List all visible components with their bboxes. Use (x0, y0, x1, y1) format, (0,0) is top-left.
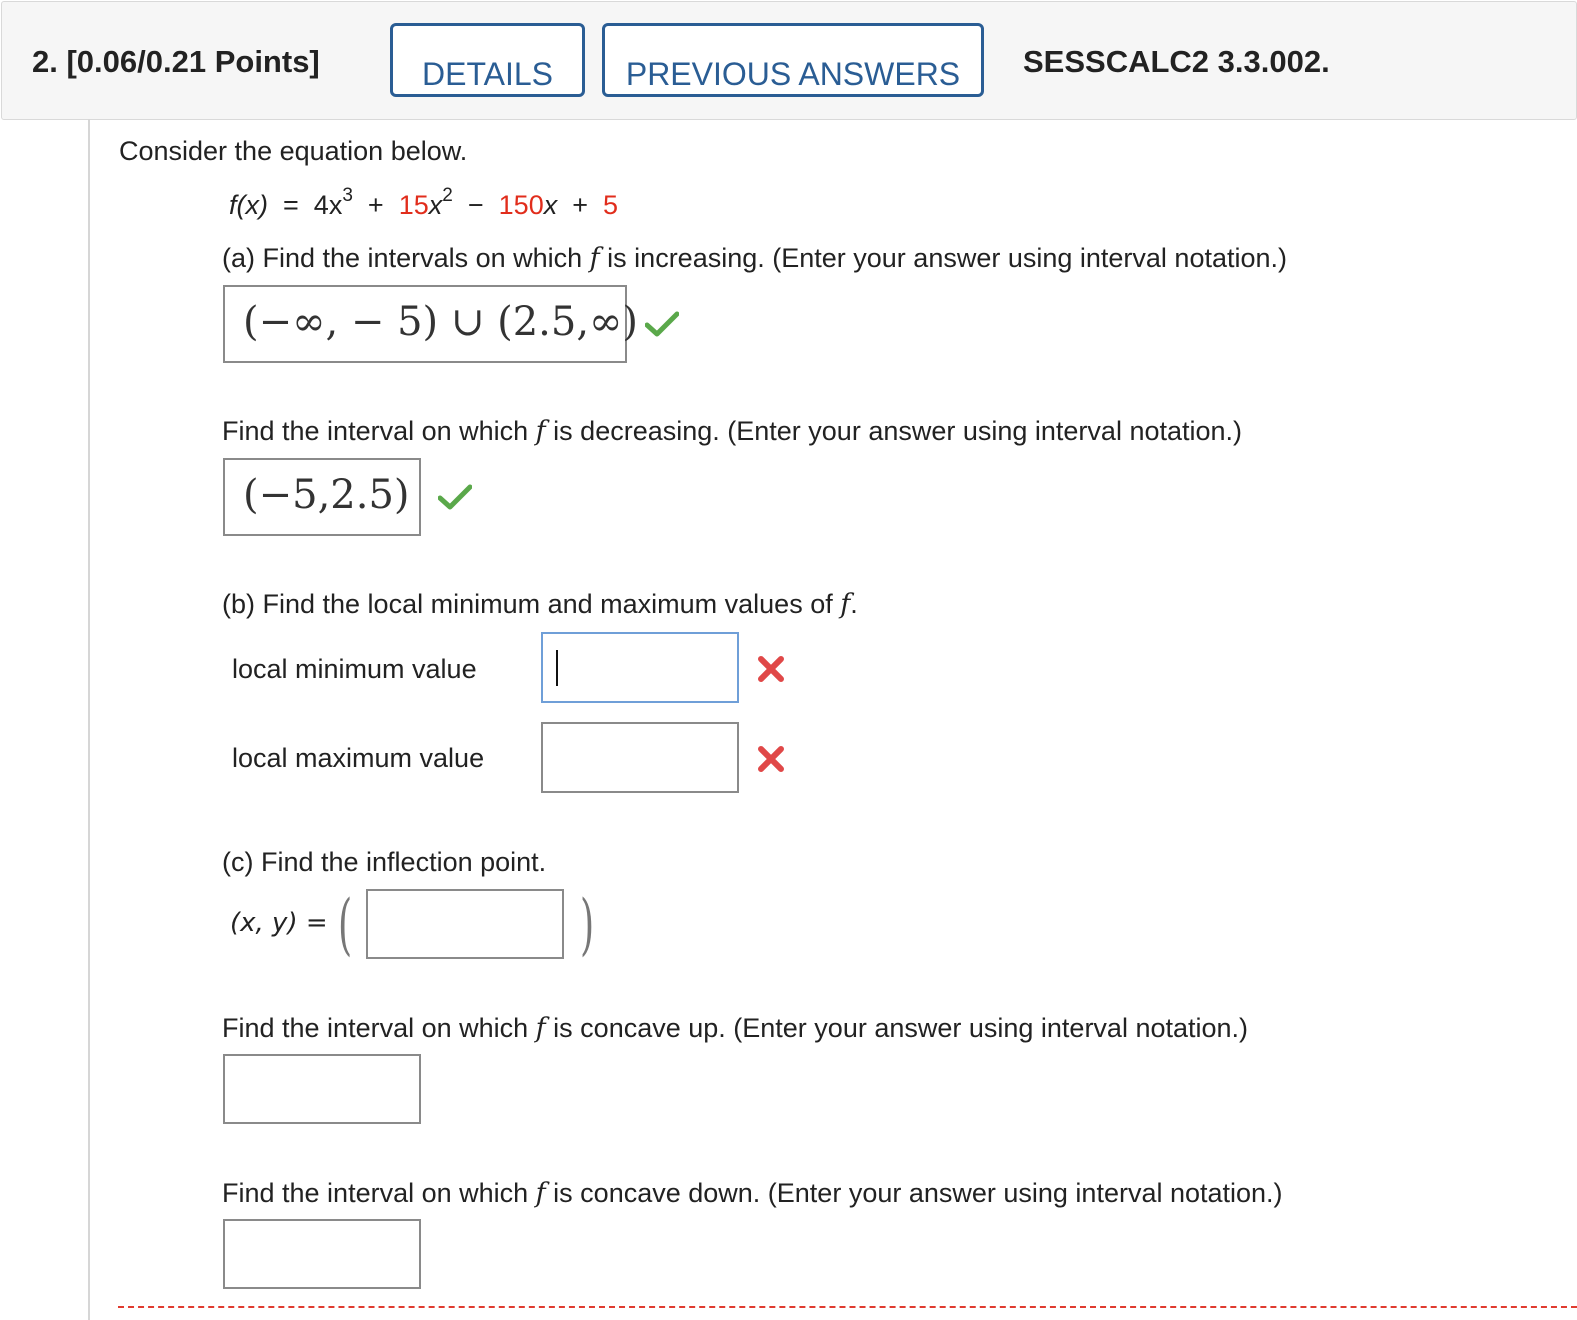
equation-plus-1: + (367, 190, 384, 220)
question-number: 2. (32, 44, 58, 79)
correct-check-icon (645, 311, 679, 337)
equation-term-4-constant: 5 (603, 190, 619, 220)
question-number-and-points (32, 44, 320, 80)
inflection-point-input[interactable] (366, 889, 564, 959)
equation-term-3-coefficient: 150 (498, 190, 544, 220)
equation-term-1: 4x (313, 190, 343, 220)
xy-label: (x, y) = (230, 908, 328, 938)
question-header (1, 1, 1577, 120)
decreasing-prompt-pre: Find the interval on which (222, 416, 536, 446)
details-button[interactable]: DETAILS (390, 23, 585, 97)
incorrect-x-icon (757, 745, 785, 773)
concave-up-prompt-pre: Find the interval on which (222, 1013, 536, 1043)
equation-term-1-exponent: 3 (342, 185, 353, 206)
concave-down-prompt-pre: Find the interval on which (222, 1178, 536, 1208)
equation-term-2-exponent: 2 (442, 185, 453, 206)
decreasing-prompt-post: is decreasing. (Enter your answer using interval notation.) (545, 416, 1243, 446)
equation-term-2-variable: x (428, 190, 443, 220)
equation-term-2-coefficient: 15 (398, 190, 429, 220)
correct-check-icon (438, 484, 472, 510)
part-a-prompt-pre: (a) Find the intervals on which (222, 243, 590, 273)
section-divider (118, 1306, 1577, 1308)
left-paren: ( (338, 886, 353, 963)
concave-down-prompt (222, 1178, 1283, 1209)
part-a-prompt (222, 243, 1287, 274)
part-b-prompt-post: . (850, 589, 858, 619)
local-min-label: local minimum value (232, 654, 477, 684)
decreasing-answer-field[interactable]: (−5,2.5) (223, 458, 421, 536)
equation-plus-2: + (572, 190, 589, 220)
part-a-prompt-post: is increasing. (Enter your answer using interval notation.) (599, 243, 1287, 273)
concave-up-prompt-var: f (535, 1013, 546, 1044)
part-a-prompt-var: f (589, 243, 600, 274)
part-b-prompt-pre: (b) Find the local minimum and maximum values of (222, 589, 841, 619)
part-c-prompt: (c) Find the inflection point. (222, 847, 547, 877)
concave-up-prompt (222, 1013, 1248, 1044)
text-cursor (556, 650, 558, 686)
part-b-prompt (222, 589, 858, 620)
equation-lhs: f(x) (229, 190, 268, 220)
local-max-label: local maximum value (232, 743, 485, 773)
incorrect-x-icon (757, 655, 785, 683)
concave-down-input[interactable] (223, 1219, 421, 1289)
equation-equals: = (283, 190, 299, 220)
right-paren: ) (580, 886, 595, 963)
concave-down-prompt-var: f (535, 1178, 546, 1209)
equation (229, 185, 619, 221)
local-min-input[interactable] (541, 632, 739, 703)
question-points: [0.06/0.21 Points] (66, 44, 320, 79)
concave-up-prompt-post: is concave up. (Enter your answer using interval notation.) (545, 1013, 1249, 1043)
concave-down-prompt-post: is concave down. (Enter your answer using interval notation.) (545, 1178, 1283, 1208)
equation-term-3-variable: x (543, 190, 558, 220)
equation-minus: − (467, 190, 484, 220)
decreasing-prompt (222, 416, 1242, 447)
intro-text: Consider the equation below. (119, 136, 468, 166)
part-b-prompt-var: f (840, 589, 851, 620)
increasing-answer-field[interactable]: (−∞, − 5) ∪ (2.5,∞) (223, 285, 627, 363)
local-max-input[interactable] (541, 722, 739, 793)
question-source-id: SESSCALC2 3.3.002. (1023, 44, 1330, 79)
concave-up-input[interactable] (223, 1054, 421, 1124)
decreasing-prompt-var: f (535, 416, 546, 447)
left-margin-rule (88, 119, 90, 1320)
previous-answers-button[interactable]: PREVIOUS ANSWERS (602, 23, 984, 97)
